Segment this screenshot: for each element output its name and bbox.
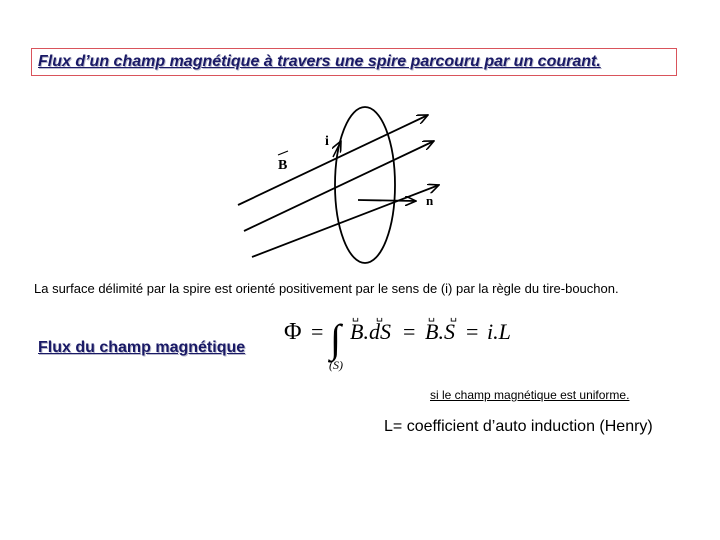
formula-phi: Φ — [284, 319, 302, 345]
formula-term-il: i.L — [487, 319, 511, 344]
field-line-2 — [244, 141, 434, 231]
flux-formula — [280, 306, 540, 376]
formula-term-bds: B.dS — [350, 319, 391, 344]
label-B: B — [278, 158, 288, 173]
normal-vector — [358, 200, 416, 201]
surface-orientation-text: La surface délimité par la spire est orienté positivement par le sens de (i) par la règle du tire-bouchon. — [34, 281, 619, 296]
spire-loop — [335, 107, 395, 263]
label-n: n — [426, 193, 434, 208]
title-box — [31, 48, 677, 76]
slide-title: Flux d’un champ magnétique à travers une spire parcouru par un courant. — [38, 53, 601, 70]
formula-vec-marker-s: ␣ — [450, 310, 457, 322]
B-vector-bar — [278, 151, 288, 155]
field-line-1 — [238, 115, 428, 205]
formula-equals-2: = — [403, 319, 416, 344]
formula-term-bs: B.S — [425, 319, 455, 344]
formula-integral: ∫ — [330, 316, 341, 361]
label-i: i — [325, 134, 329, 149]
spire-diagram — [230, 105, 450, 275]
formula-vec-marker-ds: ␣ — [376, 310, 383, 322]
formula-vec-marker-b2: ␣ — [428, 310, 435, 322]
inductance-definition: L= coefficient d’auto induction (Henry) — [384, 418, 653, 435]
uniform-field-note: si le champ magnétique est uniforme. — [430, 388, 630, 402]
formula-domain: (S) — [329, 358, 343, 372]
formula-vec-marker-b1: ␣ — [352, 310, 359, 322]
flux-label: Flux du champ magnétique — [38, 339, 246, 356]
formula-equals-3: = — [466, 319, 479, 344]
formula-equals-1: = — [311, 319, 324, 344]
